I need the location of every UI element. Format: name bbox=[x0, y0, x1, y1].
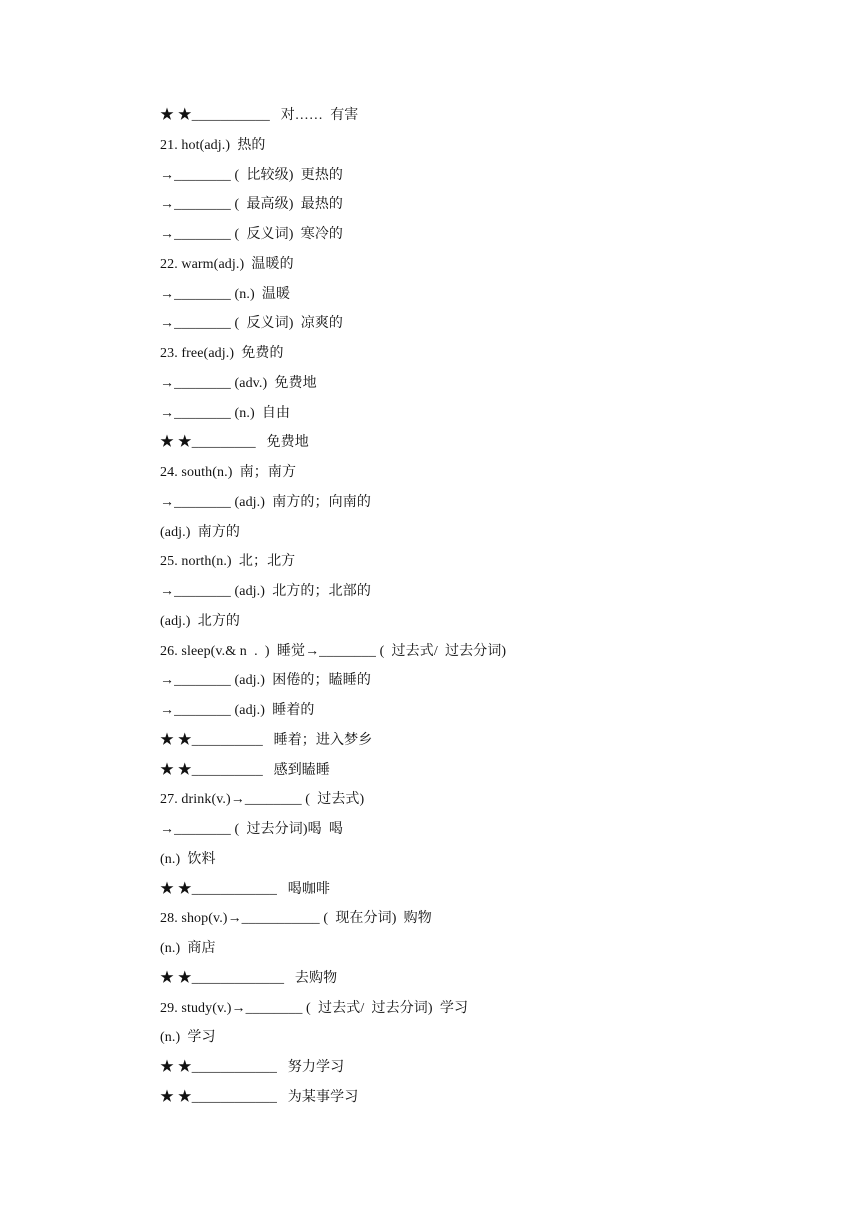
text-line: 28. shop(v.)→___________ ( 现在分词) 购物 bbox=[160, 911, 432, 927]
text-line: (n.) 商店 bbox=[160, 941, 216, 956]
text-line: (adj.) 南方的 bbox=[160, 524, 241, 540]
text-line: 24. south(n.) 南；南方 bbox=[160, 465, 297, 480]
text-line: ★ ★_________ 免费地 bbox=[160, 435, 309, 451]
text-line: →________ (adj.) 北方的；北部的 bbox=[160, 584, 371, 599]
text-line: ★ ★___________ 对…… 有害 bbox=[160, 108, 359, 123]
text-line: 29. study(v.)→________ ( 过去式/ 过去分词) 学习 bbox=[160, 1000, 469, 1016]
text-line: →________ ( 过去分词)喝 喝 bbox=[160, 822, 344, 837]
text-line: ★ ★__________ 睡着；进入梦乡 bbox=[160, 732, 373, 748]
text-line: (adj.) 北方的 bbox=[160, 613, 241, 629]
text-line: →________ ( 比较级) 更热的 bbox=[160, 167, 344, 183]
text-line: ★ ★__________ 感到瞌睡 bbox=[160, 762, 330, 778]
text-line: →________ (adv.) 免费地 bbox=[160, 375, 317, 391]
text-line: 25. north(n.) 北；北方 bbox=[160, 554, 296, 570]
text-line: →________ (adj.) 困倦的；瞌睡的 bbox=[160, 673, 371, 689]
vocabulary-list bbox=[160, 101, 800, 1113]
text-line: 22. warm(adj.) 温暖的 bbox=[160, 256, 294, 272]
text-line: 21. hot(adj.) 热的 bbox=[160, 137, 266, 153]
text-line: ★ ★_____________ 去购物 bbox=[160, 970, 338, 986]
text-line: (n.) 学习 bbox=[160, 1030, 216, 1046]
text-line: 26. sleep(v.& n . ) 睡觉→________ ( 过去式/ 过去分词) bbox=[160, 643, 507, 659]
text-line: ★ ★____________ 喝咖啡 bbox=[160, 881, 331, 897]
text-line: →________ (n.) 自由 bbox=[160, 405, 291, 421]
text-line: 23. free(adj.) 免费的 bbox=[160, 346, 284, 361]
text-line: →________ (adj.) 南方的；向南的 bbox=[160, 494, 371, 510]
text-line: →________ (adj.) 睡着的 bbox=[160, 703, 315, 718]
text-line: (n.) 饮料 bbox=[160, 851, 216, 867]
text-line: →________ (n.) 温暖 bbox=[160, 286, 291, 302]
text-line: ★ ★____________ 努力学习 bbox=[160, 1060, 345, 1075]
text-line: 27. drink(v.)→________ ( 过去式) bbox=[160, 792, 365, 808]
text-line: →________ ( 反义词) 寒冷的 bbox=[160, 227, 344, 242]
text-line: ★ ★____________ 为某事学习 bbox=[160, 1089, 359, 1105]
text-line: →________ ( 反义词) 凉爽的 bbox=[160, 316, 344, 332]
text-line: →________ ( 最高级) 最热的 bbox=[160, 197, 344, 213]
